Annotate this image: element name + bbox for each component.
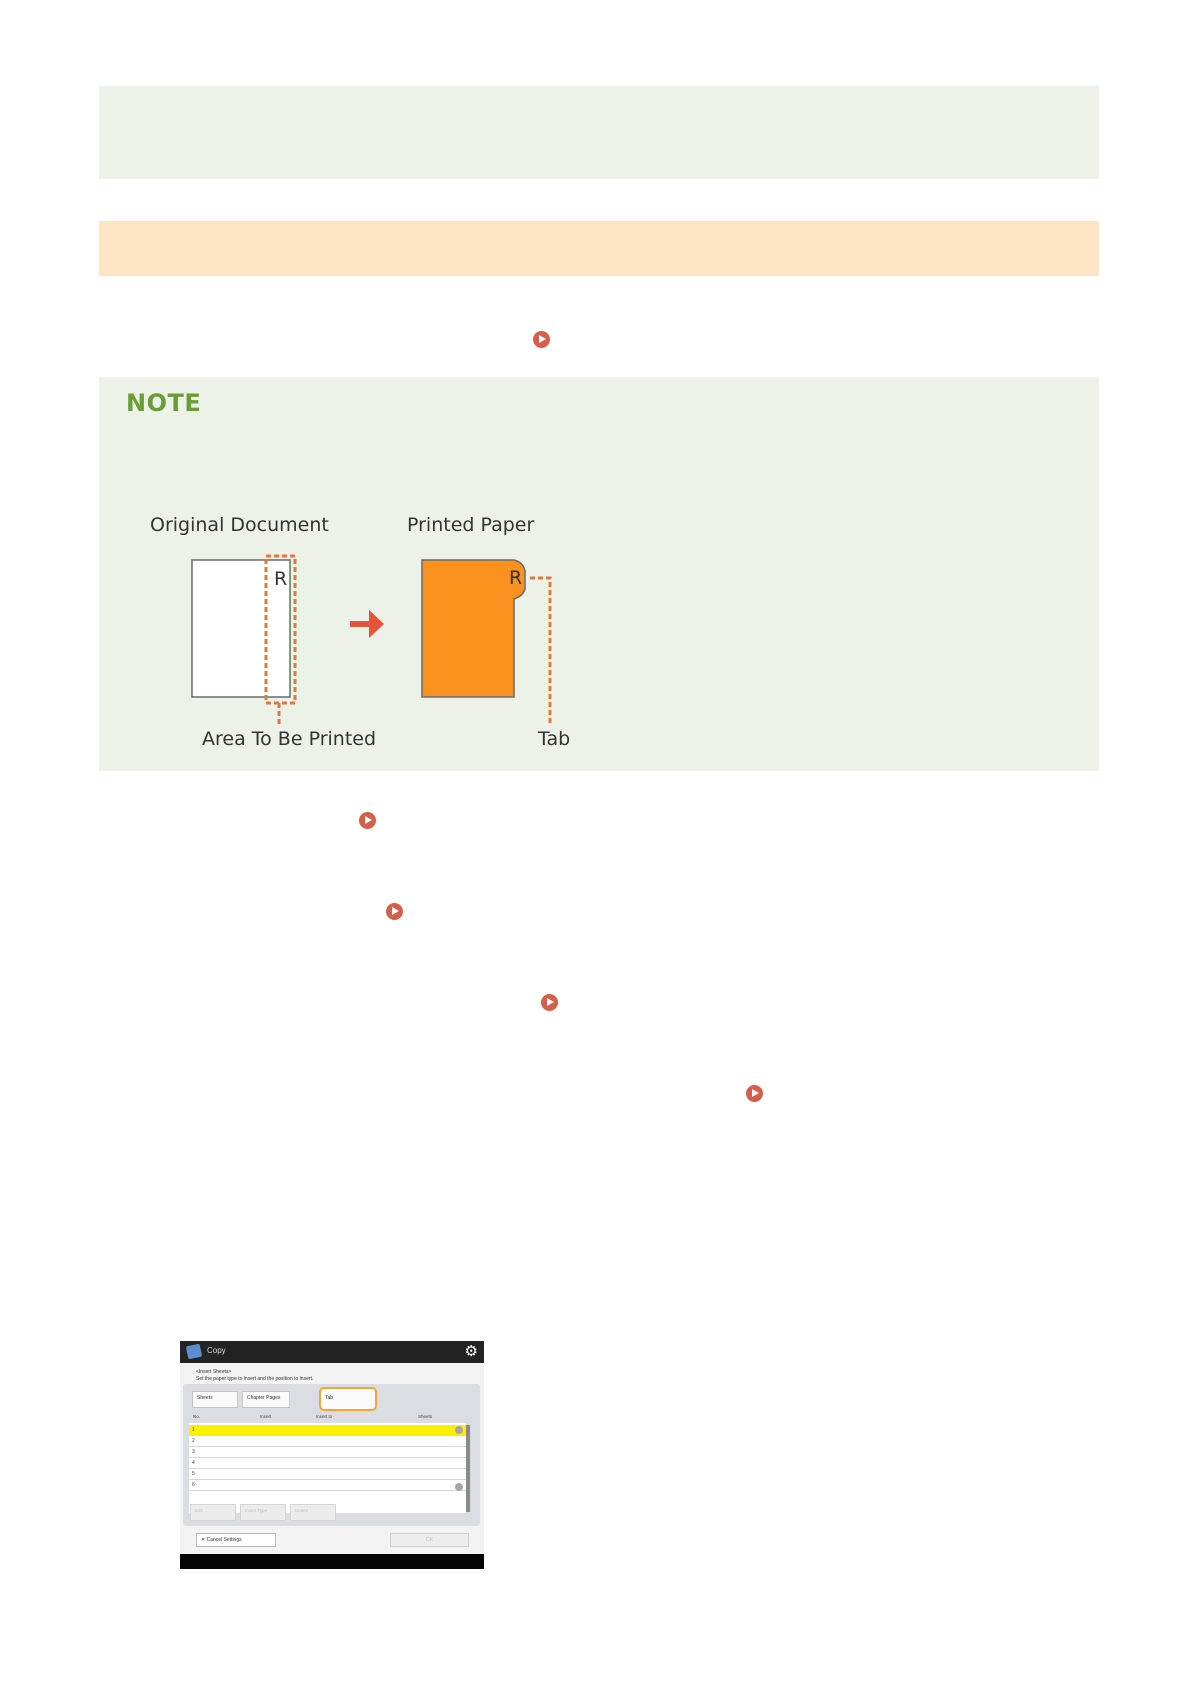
link-arrow-icon[interactable] — [541, 994, 558, 1011]
table-row[interactable]: 2 — [189, 1436, 466, 1447]
screen-instruction-heading: <Insert Sheets> — [196, 1369, 232, 1375]
table-row[interactable]: 1 — [189, 1425, 466, 1436]
original-document-label: Original Document — [150, 514, 329, 536]
link-arrow-icon[interactable] — [386, 903, 403, 920]
screen-title: Copy — [207, 1346, 226, 1355]
table-row[interactable]: 4 — [189, 1458, 466, 1469]
link-arrow-icon[interactable] — [746, 1085, 763, 1102]
scroll-up-icon[interactable] — [455, 1426, 463, 1434]
note-box-top — [99, 86, 1099, 179]
tab-button[interactable]: Tab — [319, 1387, 377, 1411]
edit-button[interactable]: Edit — [190, 1504, 236, 1521]
chapter-pages-button[interactable]: Chapter Pages — [242, 1391, 290, 1408]
delete-button[interactable]: Delete — [290, 1504, 336, 1521]
important-header-box — [99, 221, 1099, 276]
copy-screen-screenshot — [180, 1341, 484, 1569]
note-box — [99, 377, 1099, 771]
table-row[interactable]: 3 — [189, 1447, 466, 1458]
table-scrollbar[interactable] — [466, 1425, 470, 1512]
printed-letter: R — [509, 567, 523, 589]
gear-icon[interactable]: ⚙ — [464, 1343, 478, 1360]
right-arrow-icon — [350, 610, 384, 638]
original-letter: R — [274, 568, 288, 590]
insert-type-button[interactable]: Insert Type — [240, 1504, 286, 1521]
screen-title-bar — [180, 1341, 484, 1363]
screen-instruction-text: Set the paper type to insert and the position to insert. — [196, 1376, 314, 1382]
column-no: No. — [193, 1414, 201, 1419]
tab-printing-diagram — [99, 377, 1099, 771]
tab-label: Tab — [538, 728, 571, 750]
column-insert-to: Insert to — [316, 1414, 333, 1419]
link-arrow-icon[interactable] — [533, 331, 550, 348]
tab-leader-line — [530, 578, 550, 725]
scroll-down-icon[interactable] — [455, 1483, 463, 1491]
column-sheets: Sheets — [418, 1414, 433, 1419]
copy-app-icon — [186, 1344, 202, 1360]
table-row[interactable]: 6 — [189, 1480, 466, 1491]
sheets-button[interactable]: Sheets — [192, 1391, 238, 1408]
ok-button[interactable]: OK — [390, 1533, 469, 1547]
link-arrow-icon[interactable] — [359, 812, 376, 829]
area-to-be-printed-label: Area To Be Printed — [202, 728, 377, 750]
column-insert: Insert — [260, 1414, 272, 1419]
cancel-settings-button[interactable] — [196, 1533, 276, 1547]
printed-paper-label: Printed Paper — [407, 514, 535, 536]
table-row[interactable]: 5 — [189, 1469, 466, 1480]
close-icon: ✕ — [201, 1537, 206, 1543]
cancel-settings-label: Cancel Settings — [206, 1537, 242, 1543]
note-title: NOTE — [126, 389, 202, 417]
screen-bottom-bar — [180, 1554, 484, 1569]
